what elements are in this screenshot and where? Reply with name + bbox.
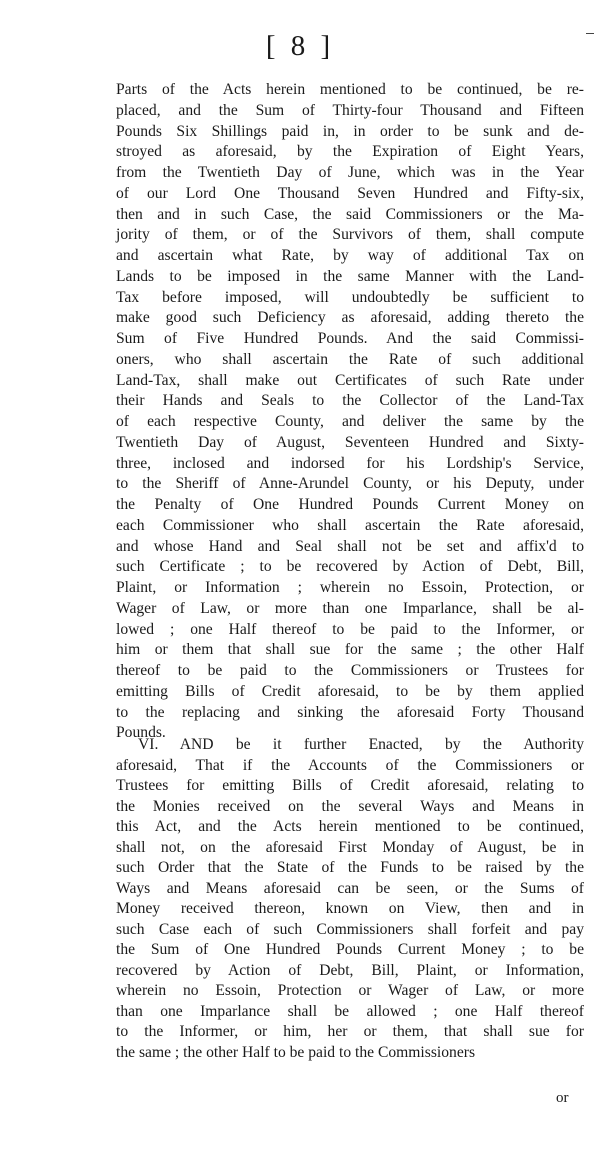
paragraph1-line: to the replacing and sinking the aforesaid Forty Thousand [116,703,584,721]
paragraph1-line: emitting Bills of Credit aforesaid, to be by them applied [116,682,584,700]
paragraph2-line: this Act, and the Acts herein mentioned to be continued, [116,818,584,835]
catchword: or [556,1090,569,1106]
paragraph1-line: of each respective County, and deliver the same by the [116,413,584,430]
paragraph1-line: thereof to be paid to the Commissioners or Trustees for [116,662,584,679]
paragraph1-line: jority of them, or of the Survivors of them, shall compute [116,226,584,244]
paragraph2-line: such Order that the State of the Funds to be raised by the [116,859,584,876]
paragraph1-line: three, inclosed and indorsed for his Lordship's Service, [116,454,584,472]
paragraph2-line: the Sum of One Hundred Pounds Current Money ; to be [116,941,584,958]
paragraph2-line: VI. AND be it further Enacted, by the Authority [138,736,584,753]
paragraph1-line: to the Sheriff of Anne-Arundel County, or his Deputy, under [116,475,584,493]
paragraph2-line: than one Imparlance shall be allowed ; one Half thereof [116,1002,584,1020]
paragraph1-line: then and in such Case, the said Commissioners or the Ma- [116,205,584,223]
paragraph1-line: and whose Hand and Seal shall not be set and affix'd to [116,537,584,555]
paragraph1-line: oners, who shall ascertain the Rate of such additional [116,350,584,368]
paragraph2-line: shall not, on the aforesaid First Monday of August, be in [116,838,584,856]
paragraph1-line: placed, and the Sum of Thirty-four Thousand and Fifteen [116,101,584,119]
paragraph1-line: Lands to be imposed in the same Manner with the Land- [116,267,584,285]
paragraph1-line: Pounds. [116,724,166,742]
paragraph1-line: Wager of Law, or more than one Imparlance, shall be al- [116,599,584,617]
paragraph1-line: Pounds Six Shillings paid in, in order to be sunk and de- [116,122,584,140]
paragraph1-line: the Penalty of One Hundred Pounds Current Money on [116,496,584,513]
paragraph2-line: aforesaid, That if the Accounts of the Commissioners or [116,756,584,774]
paragraph1-line: each Commissioner who shall ascertain the Rate aforesaid, [116,516,584,534]
paragraph1-line: Parts of the Acts herein mentioned to be continued, be re- [116,81,584,98]
paragraph2-line: Money received thereon, known on View, then and in [116,900,584,917]
paragraph1-line: and ascertain what Rate, by way of additional Tax on [116,247,584,264]
paragraph1-line: from the Twentieth Day of June, which was in the Year [116,164,584,181]
paragraph2-line: the Monies received on the several Ways and Means in [116,797,584,815]
paragraph1-line: stroyed as aforesaid, by the Expiration of Eight Years, [116,143,584,161]
paragraph1-line: their Hands and Seals to the Collector of the Land-Tax [116,392,584,410]
paragraph1-line: Land-Tax, shall make out Certificates of such Rate under [116,371,584,389]
paragraph1-line: lowed ; one Half thereof to be paid to the Informer, or [116,620,584,638]
paragraph1-line: make good such Deficiency as aforesaid, adding thereto the [116,309,584,327]
paragraph2-line: the same ; the other Half to be paid to the Commissioners [116,1043,476,1061]
paragraph2-line: to the Informer, or him, her or them, that shall sue for [116,1023,584,1040]
page-number: [ 8 ] [265,30,335,62]
paragraph1-line: of our Lord One Thousand Seven Hundred and Fifty-six, [116,184,584,202]
paragraph1-line: such Certificate ; to be recovered by Action of Debt, Bill, [116,558,584,576]
paragraph1-line: him or them that shall sue for the same ; the other Half [116,641,584,659]
paragraph2-line: such Case each of such Commissioners shall forfeit and pay [116,920,584,938]
paragraph1-line: Sum of Five Hundred Pounds. And the said Commissi- [116,330,584,347]
paragraph1-line: Plaint, or Information ; wherein no Essoin, Protection, or [116,579,584,596]
paragraph2-line: Ways and Means aforesaid can be seen, or the Sums of [116,879,584,897]
paragraph1-line: Twentieth Day of August, Seventeen Hundred and Sixty- [116,433,584,451]
paragraph1-line: Tax before imposed, will undoubtedly be sufficient to [116,288,584,306]
paragraph2-line: Trustees for emitting Bills of Credit aforesaid, relating to [116,777,584,794]
paragraph2-line: wherein no Essoin, Protection or Wager of Law, or more [116,982,584,999]
page-edge-mark [586,33,594,34]
paragraph2-line: recovered by Action of Debt, Bill, Plaint, or Information, [116,961,584,979]
